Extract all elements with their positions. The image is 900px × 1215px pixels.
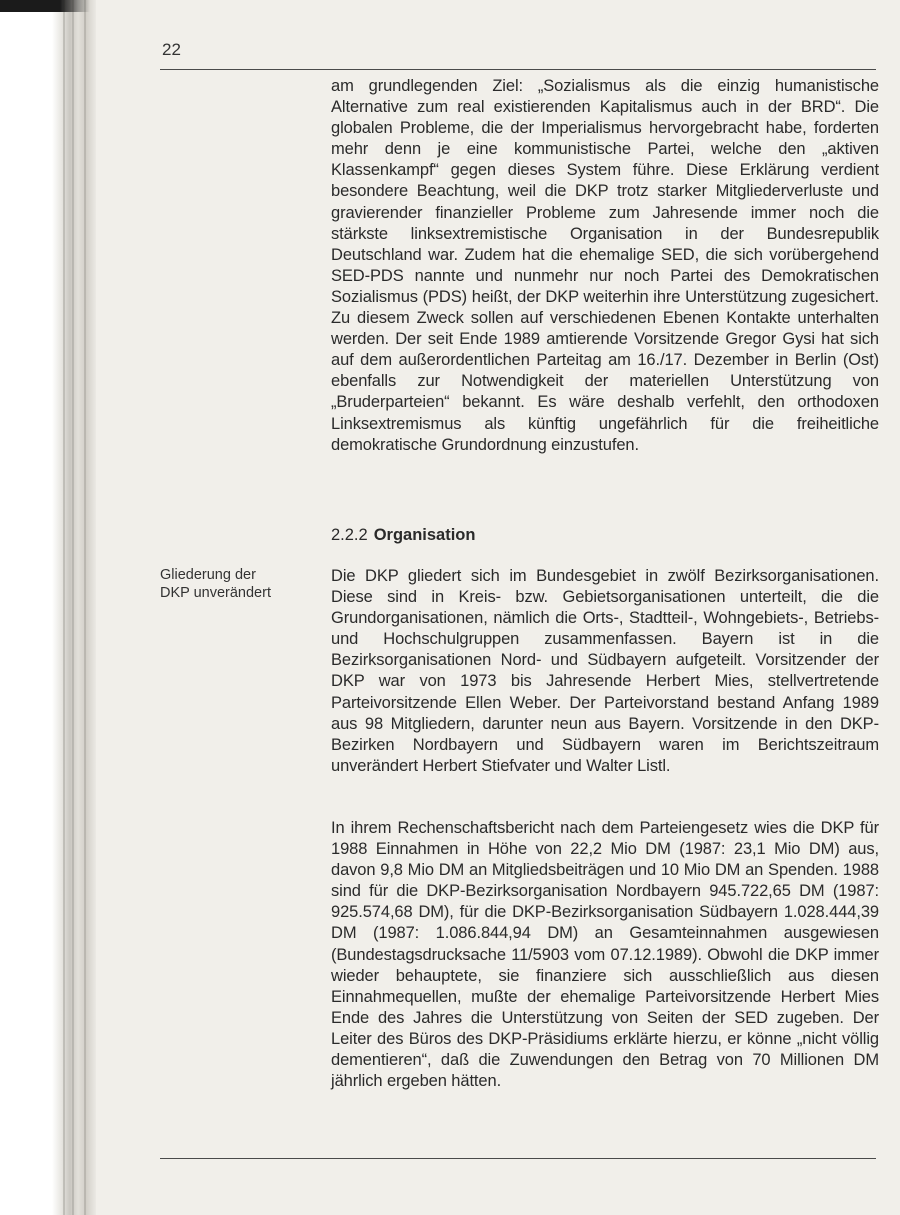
section-number: 2.2.2	[331, 526, 368, 544]
margin-note-line: DKP unverändert	[160, 585, 271, 601]
paragraph-organisation: Die DKP gliedert sich im Bundesgebiet in zwölf Bezirksorganisationen. Diese sind in Kreis- bzw. Gebietsorganisationen unterteilt, die die Grundorganisationen, nämlich die Orts-, Stadtteil-, Wohngebiets-, Betriebs- und Hochschulgruppen zusammenfassen. Bayern ist in die Bezirksorganisationen Nord- und Südbayern aufgeteilt. Vorsitzender der DKP war von 1973 bis Jahresende Herbert Mies, stellvertretende Parteivorsitzende Ellen Weber. Der Parteivorstand bestand Anfang 1989 aus 98 Mitgliedern, darunter neun aus Bayern. Vorsitzende in den DKP-Bezirken Nordbayern und Südbayern waren im Berichtszeitraum unverändert Herbert Stiefvater und Walter Listl.	[331, 567, 879, 775]
scan-corner-mark	[0, 0, 90, 12]
margin-note-line: Gliederung der	[160, 567, 256, 583]
section-title: Organisation	[373, 526, 476, 544]
spine-line	[63, 0, 65, 1215]
spine-line	[84, 0, 86, 1215]
top-rule	[160, 69, 876, 70]
book-spine-shadow	[0, 0, 96, 1215]
paragraph-intro: am grundlegenden Ziel: „Sozialismus als die einzig humanistische Alternative zum real existierenden Kapitalismus auch in der BRD“. Die globalen Probleme, die der Imperialismus hervorgebracht habe, forderten mehr denn je eine kommunistische Partei, welche den „aktiven Klassenkampf“ gegen dieses System führe. Diese Erklärung verdient besondere Beachtung, weil die DKP trotz starker Mitgliederverluste und gravierender finanzieller Probleme zum Jahresende immer noch die stärkste linksextremistische Organisation in der Bundesrepublik Deutschland war. Zudem hat die ehemalige SED, die sich vorübergehend SED-PDS nannte und nunmehr nur noch Partei des Demokratischen Sozialismus (PDS) heißt, der DKP weiterhin ihre Unterstützung zugesichert. Zu diesem Zweck sollen auf verschiedenen Ebenen Kontakte unterhalten werden. Der seit Ende 1989 amtierende Vorsitzende Gregor Gysi hat sich auf dem außerordentlichen Parteitag am 16./17. Dezember in Berlin (Ost) ebenfalls zur Notwendigkeit der materiellen Unterstützung von „Bruderparteien“ bekannt. Es wäre deshalb verfehlt, den orthodoxen Linksextremismus als künftig ungefährlich für die freiheitliche demokratische Grundordnung einzustufen.	[331, 77, 879, 454]
page-number: 22	[162, 40, 181, 59]
paragraph-finances: In ihrem Rechenschaftsbericht nach dem Parteiengesetz wies die DKP für 1988 Einnahmen in Höhe von 22,2 Mio DM (1987: 23,1 Mio DM) aus, davon 9,8 Mio DM an Mitgliedsbeiträgen und 10 Mio DM an Spenden. 1988 sind für die DKP-Bezirksorganisation Nordbayern 945.722,65 DM (1987: 925.574,68 DM), für die DKP-Bezirksorganisation Südbayern 1.028.444,39 DM (1987: 1.086.844,94 DM) an Gesamteinnahmen ausgewiesen (Bundestagsdrucksache 11/5903 vom 07.12.1989). Obwohl die DKP immer wieder behauptete, sie finanziere sich ausschließlich aus diesen Einnahmequellen, mußte der ehemalige Parteivorsitzende Herbert Mies Ende des Jahres die Unterstützung von Seiten der SED zugeben. Der Leiter des Büros des DKP-Präsidiums erklärte hierzu, er könne „nicht völlig dementieren“, daß die Zuwendungen den Betrag von 70 Millionen DM jährlich ergeben hätten.	[331, 819, 879, 1091]
section-heading	[331, 526, 475, 545]
spine-line	[72, 0, 74, 1215]
margin-note	[160, 566, 320, 602]
bottom-rule	[160, 1158, 876, 1159]
